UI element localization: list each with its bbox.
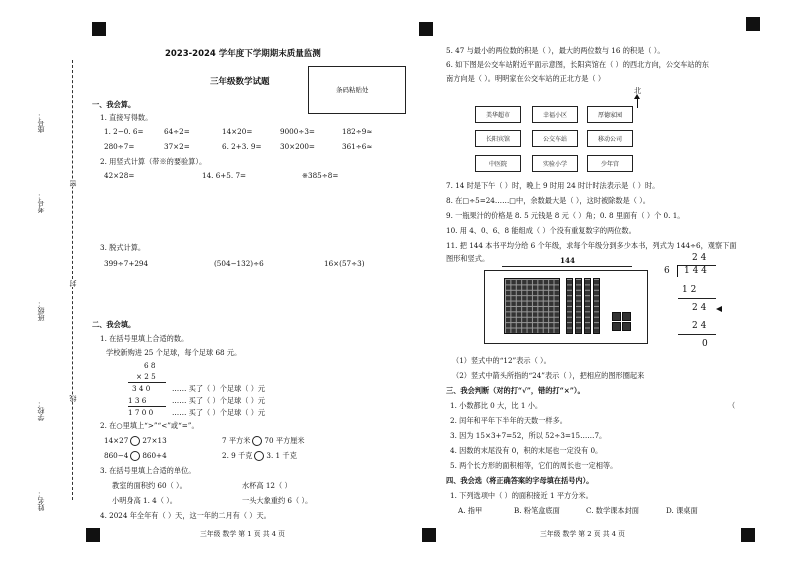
page-1-footer: 三年级 数学 第 1 页 共 4 页 (200, 530, 285, 538)
div-divisor: 6 (664, 266, 670, 276)
div-step: 2 4 (692, 321, 707, 331)
seat-label: 座号： (37, 112, 45, 133)
corner-mark (741, 528, 755, 542)
compare-left: 860−4 (104, 451, 129, 460)
compare-item (104, 451, 167, 461)
unit-cube (612, 312, 621, 321)
unit-item: 小明身高 1. 4（ ）。 (112, 496, 177, 505)
unit-item: 教室的面积约 60（ ）。 (112, 481, 187, 490)
mult-line: 1 3 6 (128, 396, 147, 405)
name-label: 姓名： (37, 490, 45, 511)
unit-cube (622, 312, 631, 321)
hundred-block (504, 278, 560, 334)
calc-item: 361÷6≈ (342, 142, 373, 151)
q2-9: 9. 一瓶果汁的价格是 8. 5 元钱是 8 元（ ）角；0. 8 里面有（ ）个 0. 1。 (446, 211, 685, 220)
map-place: 实验小学 (532, 155, 578, 172)
compare-item (104, 436, 167, 446)
mult-line: 1 7 0 0 (128, 408, 154, 417)
section-4-heading: 四、我会选（将正确答案的字母填在括号内）。 (446, 476, 594, 485)
compare-left: 14×27 (104, 436, 129, 445)
q1-2: 2. 用竖式计算（带※的要验算）。 (100, 157, 207, 166)
corner-mark (422, 528, 436, 542)
north-arrow-head (634, 94, 640, 99)
judge-item: 3. 因为 15×3+7=52，所以 52÷3=15……7。 (450, 431, 607, 440)
blocks-brace (502, 266, 632, 267)
unit-cube (622, 322, 631, 331)
corner-mark (86, 528, 100, 542)
calc-item: 64÷2= (164, 127, 190, 136)
ten-bar (566, 278, 573, 334)
q2-2: 2. 在○里填上“>”“<”或“=”。 (100, 421, 199, 430)
seal-mi: 密 (69, 180, 77, 187)
div-rule (678, 334, 716, 335)
exam-title: 2023-2024 学年度下学期期末质量监测 (165, 49, 321, 59)
north-label: 北 (634, 86, 642, 95)
mult-line: × 2 5 (136, 372, 156, 381)
calc-item: 9000÷3= (280, 127, 315, 136)
section-2-heading: 二、我会填。 (92, 320, 136, 329)
step-calc-item: (504−132)÷6 (214, 259, 264, 268)
calc-item: 30×200= (280, 142, 315, 151)
q2-1: 1. 在括号里填上合适的数。 (100, 334, 189, 343)
corner-mark (419, 22, 433, 36)
arrow-icon (716, 306, 722, 312)
div-quotient: 2 4 (692, 253, 707, 263)
section-1-heading: 一、我会算。 (92, 100, 136, 109)
calc-item: 280÷7= (104, 142, 135, 151)
mult-note: …… 买了（ ）个足球（ ）元 (172, 408, 266, 417)
div-dividend: 1 4 4 (684, 266, 707, 276)
mult-rule (128, 406, 166, 407)
choice-option: A. 指甲 (458, 506, 483, 515)
exam-no-label: 考号： (37, 192, 45, 213)
compare-right: 27×13 (142, 436, 167, 445)
step-calc-item: 16×(57÷3) (324, 259, 365, 268)
blocks-total-label: 144 (560, 256, 576, 265)
map-place: 公交车站 (532, 130, 578, 147)
calc-item: 37×2= (164, 142, 190, 151)
q1-3: 3. 脱式计算。 (100, 243, 146, 252)
exam-subtitle: 三年级数学试题 (210, 77, 270, 87)
compare-left: 2. 9 千克 (222, 451, 253, 460)
div-bracket (677, 265, 678, 277)
q2-11-sub2: （2）竖式中箭头所指的“24”表示（ ），把相应的图形圈起来 (452, 371, 645, 380)
judge-paren: （ (728, 401, 736, 410)
calc-item: 6. 2+3. 9= (222, 142, 262, 151)
choice-question: 1. 下列选项中（ ）的面积接近 1 平方分米。 (450, 491, 593, 500)
q2-10: 10. 用 4、0、6、8 能组成（ ）个没有重复数字的两位数。 (446, 226, 636, 235)
compare-item (222, 436, 305, 446)
q2-11: 11. 把 144 本书平均分给 6 个年级，求每个年级分到多少本书，列式为 144÷6，观察下面 (446, 241, 737, 250)
seal-xian: 线 (69, 395, 77, 402)
choice-option: B. 粉笔盒底面 (514, 506, 560, 515)
judge-item: 2. 闰年和平年下半年的天数一样多。 (450, 416, 567, 425)
q2-7: 7. 14 时是下午（ ）时，晚上 9 时用 24 时计时法表示是（ ）时。 (446, 181, 660, 190)
judge-item: 5. 两个长方形的面积相等，它们的周长也一定相等。 (450, 461, 618, 470)
q2-11-sub1: （1）竖式中的“12”表示（ ）。 (452, 356, 551, 365)
q2-11-cont: 图形和竖式。 (446, 254, 490, 263)
page-2-footer: 三年级 数学 第 2 页 共 4 页 (540, 530, 625, 538)
calc-item: 182÷9≈ (342, 127, 373, 136)
section-3-heading: 三、我会判断（对的打“√”，错的打“×”）。 (446, 386, 585, 395)
compare-left: 7 平方米 (222, 436, 251, 445)
compare-item (222, 451, 297, 461)
q2-6: 6. 如下图是公交车站附近平面示意图，长阳宾馆在（ ）的西北方向，公交车站的东 (446, 60, 709, 69)
mult-line: 3 4 0 (132, 384, 151, 393)
q1-1: 1. 直接写得数。 (100, 113, 153, 122)
ten-bar (593, 278, 600, 334)
q2-5: 5. 47 与最小的两位数的积是（ ），最大的两位数与 16 的积是（ ）。 (446, 46, 665, 55)
div-step: 2 4 (692, 303, 707, 313)
choice-option: D. 课桌面 (666, 506, 698, 515)
step-calc-item: 399÷7+294 (104, 259, 149, 268)
map-place: 美华超市 (475, 106, 521, 123)
choice-option: C. 数学课本封面 (586, 506, 639, 515)
map-place: 移动公司 (587, 130, 633, 147)
q2-3: 3. 在括号里填上合适的单位。 (100, 466, 196, 475)
calc-item: 1. 2−0. 6= (104, 127, 144, 136)
div-step: 1 2 (682, 285, 697, 295)
compare-right: 860+4 (142, 451, 167, 460)
mult-note: …… 买了（ ）个足球（ ）元 (172, 396, 266, 405)
compare-circle[interactable] (130, 436, 140, 446)
vertical-calc-item: 14. 6+5. 7= (202, 171, 247, 180)
vertical-calc-item: 42×28= (104, 171, 135, 180)
unit-cube (612, 322, 621, 331)
corner-mark (92, 22, 106, 36)
compare-right: 70 平方厘米 (264, 436, 305, 445)
q2-6-cont: 南方向是（ ）。明明家在公交车站的正北方是（ ） (446, 74, 606, 83)
unit-item: 一头大象重约 6（ ）。 (242, 496, 313, 505)
compare-right: 3. 1 千克 (266, 451, 297, 460)
div-remainder: 0 (702, 339, 708, 349)
unit-item: 水杯高 12（ ） (242, 481, 292, 490)
compare-circle[interactable] (254, 451, 264, 461)
seal-feng: 封 (69, 280, 77, 287)
corner-mark (746, 17, 760, 31)
calc-item: 14×20= (222, 127, 253, 136)
div-rule (678, 298, 716, 299)
map-place: 长阳宾馆 (475, 130, 521, 147)
barcode-label: 条码粘贴处 (336, 86, 369, 94)
compare-circle[interactable] (252, 436, 262, 446)
map-place: 厚德家园 (587, 106, 633, 123)
judge-item: 4. 因数的末尾没有 0，积的末尾也一定没有 0。 (450, 446, 603, 455)
map-place: 少年宫 (587, 155, 633, 172)
q2-4: 4. 2024 年全年有（ ）天，这一年的二月有（ ）天。 (100, 511, 271, 520)
class-label: 班级： (37, 300, 45, 321)
mult-rule (128, 382, 166, 383)
compare-circle[interactable] (130, 451, 140, 461)
mult-line: 6 8 (144, 361, 156, 370)
ten-bar (575, 278, 582, 334)
mult-note: …… 买了（ ）个足球（ ）元 (172, 384, 266, 393)
judge-item: 1. 小数都比 0 大，比 1 小。 (450, 401, 543, 410)
vertical-calc-item: ※385÷8= (302, 171, 339, 180)
school-label: 学校： (37, 400, 45, 421)
ten-bar (584, 278, 591, 334)
map-place: 中医院 (475, 155, 521, 172)
q2-1-stem: 学校新购进 25 个足球，每个足球 68 元。 (106, 348, 242, 357)
q2-8: 8. 在□÷5=24……□中，余数最大是（ ），这时被除数是（ ）。 (446, 196, 650, 205)
map-place: 幸福小区 (532, 106, 578, 123)
